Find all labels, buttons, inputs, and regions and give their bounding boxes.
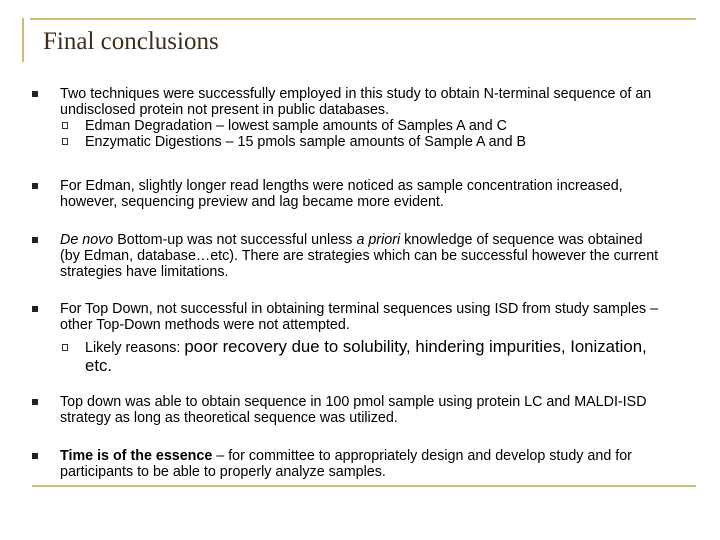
sub-bullet-prefix: Likely reasons: [85, 340, 185, 356]
bullet-techniques [60, 86, 660, 150]
bullet-text-mid: Bottom-up was not successful unless [113, 232, 357, 248]
bullet-text: Two techniques were successfully employed in this study to obtain N-terminal sequence of an undisclosed protein not present in public databases. [60, 86, 652, 118]
sub-bullet-text: Enzymatic Digestions – 15 pmols sample amounts of Sample A and B [85, 134, 527, 150]
sub-bullet-edman [60, 118, 660, 134]
bullet-edman-read-lengths [60, 178, 660, 210]
left-accent-line [22, 18, 24, 62]
sub-bullet-reasons-text: poor recovery due to solubility, hindering impurities, Ionization, etc. [85, 337, 647, 375]
sub-bullet-enzymatic [60, 134, 660, 150]
bullet-square-icon [32, 183, 38, 189]
bullet-text-rest: knowledge of sequence was obtained (by Edman, database…etc). There are strategies which can be successful however the current strategies have limitations. [60, 232, 659, 280]
hollow-square-icon [62, 122, 68, 129]
bullet-top-down-success [60, 394, 660, 426]
bullet-square-icon [32, 453, 38, 459]
top-rule [30, 18, 696, 20]
bullet-bottom-up [60, 232, 660, 280]
bullet-text-rest: – for committee to appropriately design and develop study and for participants to be able to properly analyze samples. [60, 448, 632, 480]
bullet-text: For Top Down, not successful in obtaining terminal sequences using ISD from study samples – other Top-Down methods were not attempted. [60, 301, 659, 333]
slide-title: Final conclusions [43, 28, 219, 55]
bullet-top-down [60, 301, 660, 375]
bullet-square-icon [32, 399, 38, 405]
italic-a-priori: a priori [356, 232, 401, 248]
bullet-square-icon [32, 237, 38, 243]
sub-bullet-text: Edman Degradation – lowest sample amounts of Samples A and C [85, 118, 507, 134]
bullet-text [60, 448, 660, 480]
bullet-text: For Edman, slightly longer read lengths were noticed as sample concentration increased, however, sequencing preview and lag became more evident. [60, 178, 623, 210]
bold-time-essence: Time is of the essence [60, 448, 213, 464]
bottom-rule [32, 485, 696, 487]
italic-de-novo: De novo [60, 232, 114, 248]
bullet-text [60, 232, 660, 280]
sub-bullet-reasons [60, 337, 660, 375]
hollow-square-icon [62, 344, 68, 351]
bullet-square-icon [32, 306, 38, 312]
bullet-text: Top down was able to obtain sequence in 100 pmol sample using protein LC and MALDI-ISD strategy as long as theoretical sequence was utilized. [60, 394, 647, 426]
bullet-time-essence [60, 448, 660, 480]
hollow-square-icon [62, 138, 68, 145]
bullet-square-icon [32, 91, 38, 97]
